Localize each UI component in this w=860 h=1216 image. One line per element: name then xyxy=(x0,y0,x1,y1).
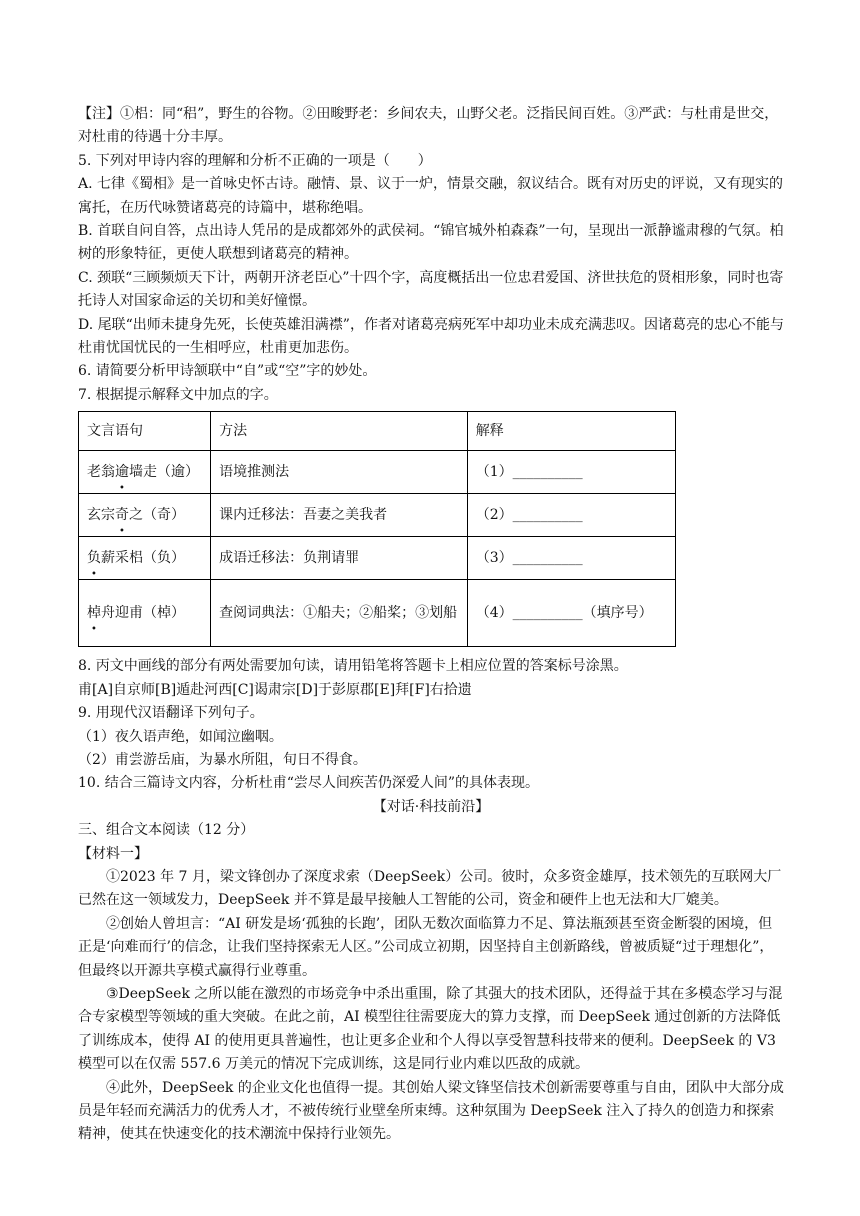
q9-sentence-2: （2）甫尝游岳庙，为暴水所阻，旬日不得食。 xyxy=(78,751,367,768)
cell-sentence: 老翁逾墙走（逾） xyxy=(79,451,211,494)
dotted-char: 负 xyxy=(87,549,101,566)
q8-stem: 8. 丙文中画线的部分有两处需要加句读，请用铅笔将答题卡上相应位置的答案标号涂黑。 xyxy=(78,658,628,675)
section-tag: 【对话·科技前沿】 xyxy=(372,798,490,815)
q7-table xyxy=(78,411,676,647)
cell-answer: （2）__________ xyxy=(467,494,675,537)
note: 【注】①梠：同“稆”，野生的谷物。②田畯野老：乡间农夫，山野父老。泛指民间百姓。③严武：与杜甫是世交，对杜甫的待遇十分丰厚。 xyxy=(78,106,779,146)
cell-sentence: 玄宗奇之（奇） xyxy=(79,494,211,537)
cell-method: 语境推测法 xyxy=(211,451,468,494)
cell-method: 查阅词典法：①船夫；②船桨；③划船 xyxy=(211,580,468,647)
table-header-row xyxy=(79,412,676,451)
material-1-heading: 【材料一】 xyxy=(78,845,148,862)
q7-stem: 7. 根据提示解释文中加点的字。 xyxy=(78,386,278,403)
cell-answer: （1）__________ xyxy=(467,451,675,494)
cell-answer: （4）__________（填序号） xyxy=(467,580,675,647)
q9-stem: 9. 用现代汉语翻译下列句子。 xyxy=(78,705,264,722)
dotted-char: 逾 xyxy=(115,463,129,480)
dotted-char: 奇 xyxy=(115,506,129,523)
table-row xyxy=(79,537,676,580)
header-sentence: 文言语句 xyxy=(79,412,211,451)
exam-page xyxy=(78,103,784,1147)
q5-option-b: B. 首联自问自答，点出诗人凭吊的是成都郊外的武侯祠。“锦官城外柏森森”一句，呈现出一派静谧肃穆的气氛。柏树的形象特征，更使人联想到诸葛亮的精神。 xyxy=(78,223,784,263)
cell-answer: （3）__________ xyxy=(467,537,675,580)
paragraph-3: ③DeepSeek 之所以能在激烈的市场竞争中杀出重围，除了其强大的技术团队，还得益于其在多模态学习与混合专家模型等领域的重大突破。在此之前，AI 模型往往需要庞大的算力支撑，而 DeepSeek 通过创新的方法降低了训练成本，使得 AI 的使用更具普遍性，也让更多企业和个人得以享受智慧科技带来的便利。DeepSeek 的 V3 模型可以在仅需 557.6 万美元的情况下完成训练，这是同行业内难以匹敌的成就。 xyxy=(78,985,783,1073)
cell-method: 成语迁移法：负荆请罪 xyxy=(211,537,468,580)
paragraph-4: ④此外，DeepSeek 的企业文化也值得一提。其创始人梁文锋坚信技术创新需要尊重与自由，团队中大部分成员是年轻而充满活力的优秀人才，不被传统行业壁垒所束缚。这种氛围为 DeepSeek 注入了持久的创造力和探索精神，使其在快速变化的技术潮流中保持行业领先。 xyxy=(78,1079,784,1143)
paragraph-1: ①2023 年 7 月，梁文锋创办了深度求索（DeepSeek）公司。彼时，众多资金雄厚，技术领先的互联网大厂已然在这一领域发力，DeepSeek 并不算是最早接触人工智能的公司，资金和硬件上也无法和大厂媲美。 xyxy=(78,868,782,909)
paragraph-2: ②创始人曾坦言：“AI 研发是场‘孤独的长跑’，团队无数次面临算力不足、算法瓶颈甚至资金断裂的困境，但正是‘向难而行’的信念，让我们坚持探索无人区。”公司成立初期，因坚持自主创新路线，曾被质疑“过于理想化”，但最终以开源共享模式赢得行业尊重。 xyxy=(78,915,774,979)
dotted-char: 棹 xyxy=(87,604,101,621)
q8-text: 甫[A]自京师[B]遁赴河西[C]谒肃宗[D]于彭原郡[E]拜[F]右拾遗 xyxy=(78,681,472,698)
q5-option-c: C. 颈联“三顾频烦天下计，两朝开济老臣心”十四个字，高度概括出一位忠君爱国、济世扶危的贤相形象，同时也寄托诗人对国家命运的关切和美好憧憬。 xyxy=(78,269,784,310)
table-row xyxy=(79,580,676,647)
q5-stem: 5. 下列对甲诗内容的理解和分析不正确的一项是（ ） xyxy=(78,152,432,169)
cell-sentence: 负薪采梠（负） xyxy=(79,537,211,580)
section-3-heading: 三、组合文本阅读（12 分） xyxy=(78,822,255,839)
q5-option-a: A. 七律《蜀相》是一首咏史怀古诗。融情、景、议于一炉，情景交融，叙议结合。既有对历史的评说，又有现实的寓托，在历代咏赞诸葛亮的诗篇中，堪称绝唱。 xyxy=(78,176,784,216)
header-answer: 解释 xyxy=(467,412,675,451)
q6: 6. 请简要分析甲诗颔联中“自”或“空”字的妙处。 xyxy=(78,363,377,380)
header-method: 方法 xyxy=(211,412,468,451)
cell-method: 课内迁移法：吾妻之美我者 xyxy=(211,494,468,537)
q9-sentence-1: （1）夜久语声绝，如闻泣幽咽。 xyxy=(78,728,283,745)
q10: 10. 结合三篇诗文内容，分析杜甫“尝尽人间疾苦仍深爱人间”的具体表现。 xyxy=(78,775,540,792)
q5-option-d: D. 尾联“出师未捷身先死，长使英雄泪满襟”，作者对诸葛亮病死军中却功业未成充满悲叹。因诸葛亮的忠心不能与杜甫忧国忧民的一生相呼应，杜甫更加悲伤。 xyxy=(78,316,784,357)
cell-sentence: 棹舟迎甫（棹） xyxy=(79,580,211,647)
table-row xyxy=(79,494,676,537)
table-row xyxy=(79,451,676,494)
